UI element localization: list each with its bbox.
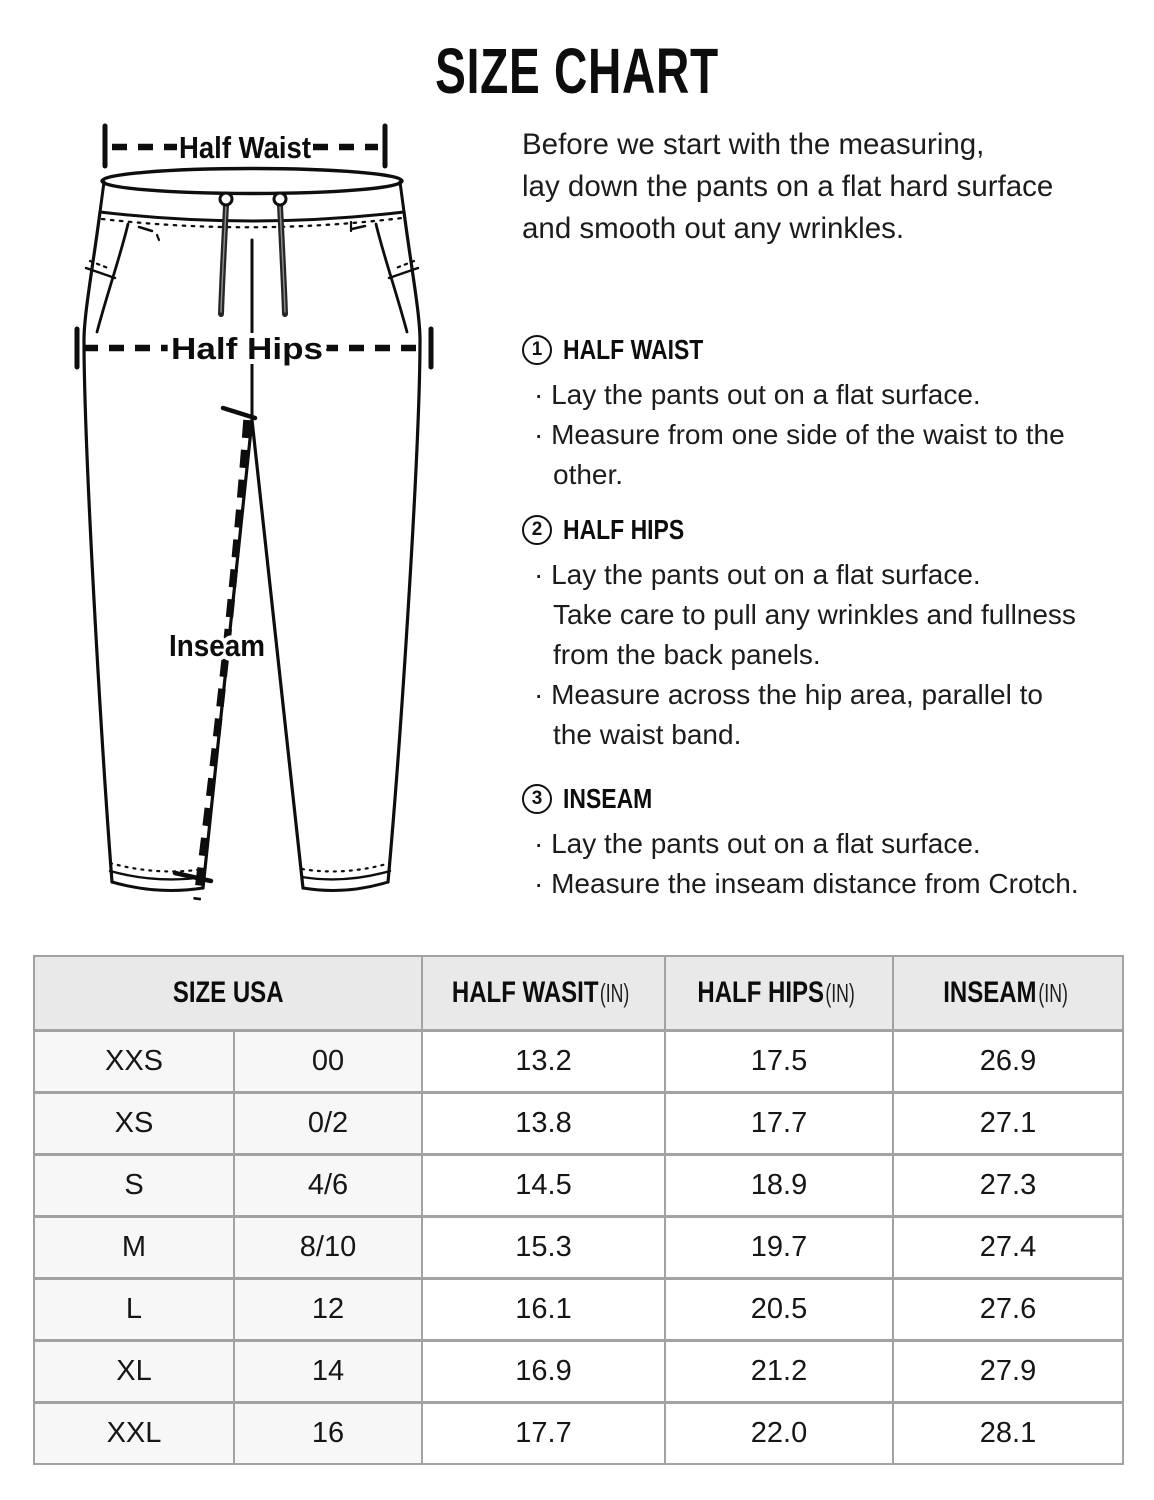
table-cell: 27.4 — [894, 1218, 1122, 1277]
bullet-line: other. — [553, 459, 624, 490]
half-hips-label: Half Hips — [171, 331, 323, 366]
bullet-line: · Measure across the hip area, parallel to — [534, 679, 1043, 710]
table-cell: 14 — [235, 1342, 421, 1401]
inseam-label: Inseam — [169, 628, 265, 663]
bullet-line: · Measure from one side of the waist to the — [534, 419, 1065, 450]
section-bullets — [522, 555, 1130, 755]
table-header-cell: SIZE USA — [35, 957, 421, 1029]
table-cell: 0/2 — [235, 1094, 421, 1153]
table-cell: S — [35, 1156, 233, 1215]
table-cell: 22.0 — [666, 1404, 892, 1463]
pants-outline — [84, 169, 420, 891]
table-header-cell: HALF HIPS(IN) — [666, 957, 892, 1029]
intro-line: lay down the pants on a flat hard surface — [522, 170, 1054, 203]
table-cell: 27.9 — [894, 1342, 1122, 1401]
intro-paragraph — [522, 124, 1130, 250]
section-heading — [522, 513, 1130, 547]
table-cell: 27.3 — [894, 1156, 1122, 1215]
table-cell: 16.9 — [423, 1342, 664, 1401]
bullet-line: Take care to pull any wrinkles and fullness — [553, 599, 1076, 630]
section-inseam — [522, 782, 1130, 904]
bullet-line: from the back panels. — [553, 639, 821, 670]
intro-line: and smooth out any wrinkles. — [522, 212, 905, 245]
table-header-cell: HALF WASIT(IN) — [423, 957, 664, 1029]
table-cell: 28.1 — [894, 1404, 1122, 1463]
intro-line: Before we start with the measuring, — [522, 128, 985, 161]
section-bullets — [522, 824, 1130, 904]
table-cell: 27.6 — [894, 1280, 1122, 1339]
table-cell: 16 — [235, 1404, 421, 1463]
table-header-cell: INSEAM(IN) — [894, 957, 1122, 1029]
table-cell: 15.3 — [423, 1218, 664, 1277]
bullet-line: · Lay the pants out on a flat surface. — [534, 379, 981, 410]
table-cell: 4/6 — [235, 1156, 421, 1215]
section-title: HALF WAIST — [563, 334, 704, 365]
table-cell: 13.8 — [423, 1094, 664, 1153]
table-cell: 13.2 — [423, 1032, 664, 1091]
table-cell: 26.9 — [894, 1032, 1122, 1091]
section-title: INSEAM — [563, 783, 653, 814]
table-cell: 27.1 — [894, 1094, 1122, 1153]
table-cell: L — [35, 1280, 233, 1339]
bullet-line: · Lay the pants out on a flat surface. — [534, 828, 981, 859]
measuring-instructions — [522, 124, 1130, 954]
table-cell: 20.5 — [666, 1280, 892, 1339]
table-cell: 19.7 — [666, 1218, 892, 1277]
table-cell: 8/10 — [235, 1218, 421, 1277]
table-cell: 00 — [235, 1032, 421, 1091]
section-heading — [522, 782, 1130, 816]
half-waist-label: Half Waist — [179, 130, 311, 165]
pants-diagram — [55, 118, 515, 948]
section-half-hips — [522, 513, 1130, 755]
table-cell: XL — [35, 1342, 233, 1401]
waistband-stitch — [102, 218, 402, 227]
table-cell: 17.7 — [423, 1404, 664, 1463]
circled-number: 2 — [522, 515, 552, 545]
table-cell: XS — [35, 1094, 233, 1153]
table-cell: 12 — [235, 1280, 421, 1339]
table-cell: 17.7 — [666, 1094, 892, 1153]
table-cell: 14.5 — [423, 1156, 664, 1215]
page-title: SIZE CHART — [435, 35, 719, 107]
size-table — [33, 955, 1124, 1465]
table-cell: 21.2 — [666, 1342, 892, 1401]
circled-number: 3 — [522, 784, 552, 814]
section-heading — [522, 333, 1130, 367]
section-half-waist — [522, 333, 1130, 495]
table-cell: XXL — [35, 1404, 233, 1463]
table-cell: 18.9 — [666, 1156, 892, 1215]
pants-illustration — [55, 118, 515, 948]
table-cell: 16.1 — [423, 1280, 664, 1339]
table-cell: M — [35, 1218, 233, 1277]
circled-number: 1 — [522, 335, 552, 365]
bullet-line: · Lay the pants out on a flat surface. — [534, 559, 981, 590]
bullet-line: · Measure the inseam distance from Crotch. — [534, 868, 1079, 899]
bullet-line: the waist band. — [553, 719, 742, 750]
section-bullets — [522, 375, 1130, 495]
table-cell: XXS — [35, 1032, 233, 1091]
section-title: HALF HIPS — [563, 514, 685, 545]
table-cell: 17.5 — [666, 1032, 892, 1091]
